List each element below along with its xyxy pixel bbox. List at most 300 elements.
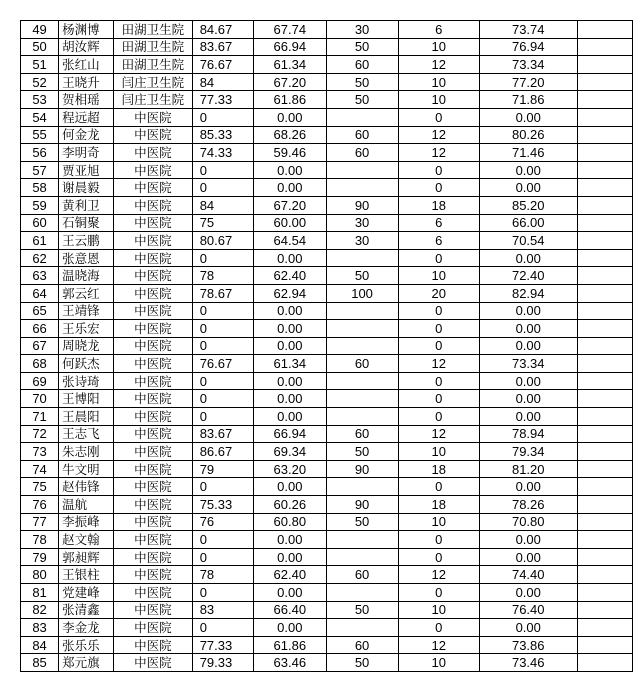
table-row <box>21 548 633 566</box>
total-score-cell: 76.94 <box>479 38 577 56</box>
unit-cell: 中医院 <box>113 232 192 250</box>
extra-points-cell: 60 <box>326 355 398 373</box>
table-row <box>21 108 633 126</box>
exam-score-cell: 76.67 <box>192 56 253 74</box>
name-cell: 谢晨毅 <box>59 179 114 197</box>
extra-weighted-cell: 0 <box>398 161 479 179</box>
extra-points-cell <box>326 531 398 549</box>
table-row <box>21 636 633 654</box>
row-number-cell: 67 <box>21 337 59 355</box>
note-cell <box>577 337 632 355</box>
name-cell: 王靖锋 <box>59 302 114 320</box>
extra-points-cell <box>326 408 398 426</box>
exam-score-cell: 0 <box>192 408 253 426</box>
table-row <box>21 496 633 514</box>
weighted-score-cell: 61.34 <box>253 355 326 373</box>
name-cell: 党建峰 <box>59 584 114 602</box>
weighted-score-cell: 68.26 <box>253 126 326 144</box>
total-score-cell: 72.40 <box>479 267 577 285</box>
extra-points-cell <box>326 249 398 267</box>
name-cell: 张清鑫 <box>59 601 114 619</box>
table-row <box>21 584 633 602</box>
extra-points-cell: 90 <box>326 196 398 214</box>
unit-cell: 中医院 <box>113 196 192 214</box>
row-number-cell: 54 <box>21 108 59 126</box>
exam-score-cell: 84 <box>192 73 253 91</box>
note-cell <box>577 161 632 179</box>
unit-cell: 中医院 <box>113 496 192 514</box>
table-row <box>21 372 633 390</box>
exam-score-cell: 76.67 <box>192 355 253 373</box>
table-row <box>21 320 633 338</box>
note-cell <box>577 267 632 285</box>
note-cell <box>577 566 632 584</box>
note-cell <box>577 214 632 232</box>
row-number-cell: 60 <box>21 214 59 232</box>
extra-points-cell: 50 <box>326 513 398 531</box>
row-number-cell: 84 <box>21 636 59 654</box>
total-score-cell: 70.80 <box>479 513 577 531</box>
weighted-score-cell: 60.00 <box>253 214 326 232</box>
unit-cell: 中医院 <box>113 302 192 320</box>
extra-weighted-cell: 0 <box>398 548 479 566</box>
note-cell <box>577 443 632 461</box>
table-row <box>21 619 633 637</box>
note-cell <box>577 126 632 144</box>
row-number-cell: 53 <box>21 91 59 109</box>
table-row <box>21 214 633 232</box>
extra-weighted-cell: 10 <box>398 73 479 91</box>
extra-points-cell <box>326 390 398 408</box>
table-row <box>21 73 633 91</box>
name-cell: 王晓升 <box>59 73 114 91</box>
unit-cell: 闫庄卫生院 <box>113 91 192 109</box>
extra-points-cell: 50 <box>326 654 398 672</box>
unit-cell: 中医院 <box>113 619 192 637</box>
extra-points-cell <box>326 179 398 197</box>
exam-score-cell: 83.67 <box>192 425 253 443</box>
weighted-score-cell: 0.00 <box>253 179 326 197</box>
exam-score-cell: 78.67 <box>192 284 253 302</box>
name-cell: 王乐宏 <box>59 320 114 338</box>
row-number-cell: 56 <box>21 144 59 162</box>
exam-score-cell: 0 <box>192 584 253 602</box>
note-cell <box>577 619 632 637</box>
row-number-cell: 65 <box>21 302 59 320</box>
exam-score-cell: 0 <box>192 390 253 408</box>
extra-points-cell: 60 <box>326 144 398 162</box>
extra-points-cell <box>326 320 398 338</box>
table-row <box>21 390 633 408</box>
extra-weighted-cell: 6 <box>398 21 479 39</box>
row-number-cell: 78 <box>21 531 59 549</box>
extra-points-cell: 50 <box>326 267 398 285</box>
table-row <box>21 443 633 461</box>
table-row <box>21 249 633 267</box>
row-number-cell: 51 <box>21 56 59 74</box>
extra-points-cell <box>326 337 398 355</box>
table-row <box>21 284 633 302</box>
row-number-cell: 50 <box>21 38 59 56</box>
name-cell: 石铜聚 <box>59 214 114 232</box>
total-score-cell: 73.86 <box>479 636 577 654</box>
unit-cell: 中医院 <box>113 566 192 584</box>
exam-score-cell: 77.33 <box>192 91 253 109</box>
extra-weighted-cell: 0 <box>398 531 479 549</box>
total-score-cell: 71.86 <box>479 91 577 109</box>
table-body <box>21 21 633 672</box>
exam-score-cell: 0 <box>192 161 253 179</box>
row-number-cell: 79 <box>21 548 59 566</box>
extra-weighted-cell: 10 <box>398 91 479 109</box>
total-score-cell: 74.40 <box>479 566 577 584</box>
weighted-score-cell: 66.94 <box>253 425 326 443</box>
table-row <box>21 38 633 56</box>
exam-score-cell: 78 <box>192 267 253 285</box>
name-cell: 周晓龙 <box>59 337 114 355</box>
weighted-score-cell: 69.34 <box>253 443 326 461</box>
table-row <box>21 232 633 250</box>
extra-points-cell: 90 <box>326 460 398 478</box>
note-cell <box>577 302 632 320</box>
table-row <box>21 91 633 109</box>
extra-points-cell: 50 <box>326 38 398 56</box>
name-cell: 温晓海 <box>59 267 114 285</box>
table-row <box>21 478 633 496</box>
table-row <box>21 56 633 74</box>
total-score-cell: 0.00 <box>479 302 577 320</box>
unit-cell: 中医院 <box>113 478 192 496</box>
unit-cell: 中医院 <box>113 249 192 267</box>
total-score-cell: 78.94 <box>479 425 577 443</box>
unit-cell: 中医院 <box>113 425 192 443</box>
table-row <box>21 267 633 285</box>
note-cell <box>577 284 632 302</box>
unit-cell: 中医院 <box>113 584 192 602</box>
exam-score-cell: 0 <box>192 249 253 267</box>
extra-weighted-cell: 0 <box>398 249 479 267</box>
extra-points-cell: 100 <box>326 284 398 302</box>
extra-weighted-cell: 0 <box>398 302 479 320</box>
total-score-cell: 71.46 <box>479 144 577 162</box>
unit-cell: 田湖卫生院 <box>113 38 192 56</box>
weighted-score-cell: 60.80 <box>253 513 326 531</box>
exam-score-cell: 0 <box>192 372 253 390</box>
weighted-score-cell: 0.00 <box>253 408 326 426</box>
exam-score-cell: 84.67 <box>192 21 253 39</box>
name-cell: 李金龙 <box>59 619 114 637</box>
row-number-cell: 49 <box>21 21 59 39</box>
row-number-cell: 55 <box>21 126 59 144</box>
weighted-score-cell: 0.00 <box>253 531 326 549</box>
table-row <box>21 196 633 214</box>
row-number-cell: 71 <box>21 408 59 426</box>
row-number-cell: 52 <box>21 73 59 91</box>
name-cell: 黄利卫 <box>59 196 114 214</box>
total-score-cell: 0.00 <box>479 108 577 126</box>
total-score-cell: 73.34 <box>479 56 577 74</box>
extra-points-cell <box>326 548 398 566</box>
row-number-cell: 77 <box>21 513 59 531</box>
name-cell: 牛文明 <box>59 460 114 478</box>
total-score-cell: 0.00 <box>479 179 577 197</box>
extra-weighted-cell: 12 <box>398 355 479 373</box>
row-number-cell: 70 <box>21 390 59 408</box>
extra-points-cell <box>326 584 398 602</box>
table-row <box>21 161 633 179</box>
note-cell <box>577 196 632 214</box>
extra-weighted-cell: 10 <box>398 654 479 672</box>
extra-points-cell <box>326 161 398 179</box>
name-cell: 郑元旗 <box>59 654 114 672</box>
name-cell: 王云鹏 <box>59 232 114 250</box>
weighted-score-cell: 0.00 <box>253 390 326 408</box>
total-score-cell: 0.00 <box>479 408 577 426</box>
table-row <box>21 460 633 478</box>
total-score-cell: 73.34 <box>479 355 577 373</box>
exam-score-cell: 0 <box>192 179 253 197</box>
row-number-cell: 59 <box>21 196 59 214</box>
extra-weighted-cell: 10 <box>398 443 479 461</box>
unit-cell: 中医院 <box>113 179 192 197</box>
extra-weighted-cell: 6 <box>398 232 479 250</box>
weighted-score-cell: 61.86 <box>253 636 326 654</box>
exam-score-cell: 0 <box>192 108 253 126</box>
weighted-score-cell: 67.74 <box>253 21 326 39</box>
note-cell <box>577 636 632 654</box>
row-number-cell: 66 <box>21 320 59 338</box>
exam-score-cell: 83.67 <box>192 38 253 56</box>
name-cell: 王银柱 <box>59 566 114 584</box>
row-number-cell: 72 <box>21 425 59 443</box>
weighted-score-cell: 0.00 <box>253 337 326 355</box>
note-cell <box>577 654 632 672</box>
extra-weighted-cell: 0 <box>398 584 479 602</box>
name-cell: 王博阳 <box>59 390 114 408</box>
name-cell: 何金龙 <box>59 126 114 144</box>
extra-points-cell: 50 <box>326 443 398 461</box>
weighted-score-cell: 0.00 <box>253 302 326 320</box>
extra-points-cell: 60 <box>326 56 398 74</box>
unit-cell: 中医院 <box>113 284 192 302</box>
name-cell: 张红山 <box>59 56 114 74</box>
total-score-cell: 70.54 <box>479 232 577 250</box>
name-cell: 贺相瑶 <box>59 91 114 109</box>
note-cell <box>577 320 632 338</box>
exam-score-cell: 0 <box>192 548 253 566</box>
name-cell: 何跃杰 <box>59 355 114 373</box>
name-cell: 贾亚旭 <box>59 161 114 179</box>
note-cell <box>577 73 632 91</box>
note-cell <box>577 390 632 408</box>
extra-weighted-cell: 12 <box>398 126 479 144</box>
weighted-score-cell: 0.00 <box>253 108 326 126</box>
weighted-score-cell: 61.86 <box>253 91 326 109</box>
row-number-cell: 75 <box>21 478 59 496</box>
note-cell <box>577 601 632 619</box>
total-score-cell: 0.00 <box>479 161 577 179</box>
unit-cell: 中医院 <box>113 513 192 531</box>
name-cell: 朱志刚 <box>59 443 114 461</box>
weighted-score-cell: 60.26 <box>253 496 326 514</box>
note-cell <box>577 478 632 496</box>
name-cell: 杨渊博 <box>59 21 114 39</box>
total-score-cell: 0.00 <box>479 337 577 355</box>
name-cell: 赵文翰 <box>59 531 114 549</box>
extra-points-cell <box>326 372 398 390</box>
note-cell <box>577 584 632 602</box>
weighted-score-cell: 62.40 <box>253 566 326 584</box>
table-row <box>21 302 633 320</box>
unit-cell: 中医院 <box>113 408 192 426</box>
row-number-cell: 68 <box>21 355 59 373</box>
weighted-score-cell: 66.94 <box>253 38 326 56</box>
name-cell: 胡汝辉 <box>59 38 114 56</box>
total-score-cell: 85.20 <box>479 196 577 214</box>
table-row <box>21 408 633 426</box>
extra-points-cell: 50 <box>326 601 398 619</box>
row-number-cell: 81 <box>21 584 59 602</box>
name-cell: 程远超 <box>59 108 114 126</box>
table-row <box>21 21 633 39</box>
note-cell <box>577 531 632 549</box>
exam-score-cell: 85.33 <box>192 126 253 144</box>
total-score-cell: 0.00 <box>479 531 577 549</box>
extra-weighted-cell: 0 <box>398 179 479 197</box>
name-cell: 郭昶辉 <box>59 548 114 566</box>
table-row <box>21 126 633 144</box>
exam-score-cell: 80.67 <box>192 232 253 250</box>
row-number-cell: 64 <box>21 284 59 302</box>
weighted-score-cell: 0.00 <box>253 161 326 179</box>
note-cell <box>577 460 632 478</box>
unit-cell: 中医院 <box>113 548 192 566</box>
table-row <box>21 355 633 373</box>
weighted-score-cell: 63.20 <box>253 460 326 478</box>
unit-cell: 中医院 <box>113 355 192 373</box>
table-row <box>21 337 633 355</box>
extra-points-cell: 30 <box>326 21 398 39</box>
total-score-cell: 78.26 <box>479 496 577 514</box>
name-cell: 温航 <box>59 496 114 514</box>
extra-weighted-cell: 12 <box>398 56 479 74</box>
extra-weighted-cell: 10 <box>398 267 479 285</box>
weighted-score-cell: 0.00 <box>253 249 326 267</box>
row-number-cell: 80 <box>21 566 59 584</box>
total-score-cell: 0.00 <box>479 548 577 566</box>
note-cell <box>577 108 632 126</box>
weighted-score-cell: 62.40 <box>253 267 326 285</box>
name-cell: 张意恩 <box>59 249 114 267</box>
exam-score-cell: 75.33 <box>192 496 253 514</box>
table-row <box>21 179 633 197</box>
score-table <box>20 20 633 672</box>
weighted-score-cell: 0.00 <box>253 548 326 566</box>
total-score-cell: 0.00 <box>479 584 577 602</box>
exam-score-cell: 83 <box>192 601 253 619</box>
extra-weighted-cell: 20 <box>398 284 479 302</box>
exam-score-cell: 0 <box>192 478 253 496</box>
table-row <box>21 531 633 549</box>
extra-weighted-cell: 0 <box>398 337 479 355</box>
table-row <box>21 654 633 672</box>
row-number-cell: 74 <box>21 460 59 478</box>
table-row <box>21 513 633 531</box>
row-number-cell: 63 <box>21 267 59 285</box>
extra-weighted-cell: 12 <box>398 144 479 162</box>
unit-cell: 中医院 <box>113 390 192 408</box>
row-number-cell: 85 <box>21 654 59 672</box>
extra-weighted-cell: 18 <box>398 196 479 214</box>
total-score-cell: 80.26 <box>479 126 577 144</box>
name-cell: 赵伟锋 <box>59 478 114 496</box>
weighted-score-cell: 0.00 <box>253 584 326 602</box>
weighted-score-cell: 63.46 <box>253 654 326 672</box>
total-score-cell: 0.00 <box>479 478 577 496</box>
weighted-score-cell: 0.00 <box>253 478 326 496</box>
extra-points-cell <box>326 478 398 496</box>
note-cell <box>577 38 632 56</box>
extra-weighted-cell: 0 <box>398 408 479 426</box>
unit-cell: 中医院 <box>113 636 192 654</box>
weighted-score-cell: 62.94 <box>253 284 326 302</box>
name-cell: 李明奇 <box>59 144 114 162</box>
extra-weighted-cell: 10 <box>398 601 479 619</box>
note-cell <box>577 548 632 566</box>
unit-cell: 中医院 <box>113 372 192 390</box>
extra-weighted-cell: 12 <box>398 425 479 443</box>
weighted-score-cell: 67.20 <box>253 196 326 214</box>
unit-cell: 中医院 <box>113 460 192 478</box>
exam-score-cell: 84 <box>192 196 253 214</box>
total-score-cell: 82.94 <box>479 284 577 302</box>
note-cell <box>577 249 632 267</box>
unit-cell: 田湖卫生院 <box>113 21 192 39</box>
weighted-score-cell: 59.46 <box>253 144 326 162</box>
exam-score-cell: 77.33 <box>192 636 253 654</box>
extra-weighted-cell: 0 <box>398 478 479 496</box>
note-cell <box>577 408 632 426</box>
extra-weighted-cell: 0 <box>398 372 479 390</box>
weighted-score-cell: 67.20 <box>253 73 326 91</box>
extra-points-cell: 30 <box>326 214 398 232</box>
extra-points-cell <box>326 302 398 320</box>
weighted-score-cell: 64.54 <box>253 232 326 250</box>
note-cell <box>577 232 632 250</box>
extra-weighted-cell: 10 <box>398 38 479 56</box>
name-cell: 郭云红 <box>59 284 114 302</box>
total-score-cell: 0.00 <box>479 249 577 267</box>
unit-cell: 中医院 <box>113 161 192 179</box>
row-number-cell: 76 <box>21 496 59 514</box>
exam-score-cell: 0 <box>192 619 253 637</box>
extra-weighted-cell: 12 <box>398 566 479 584</box>
unit-cell: 中医院 <box>113 531 192 549</box>
table-row <box>21 425 633 443</box>
weighted-score-cell: 0.00 <box>253 619 326 637</box>
extra-weighted-cell: 0 <box>398 108 479 126</box>
weighted-score-cell: 0.00 <box>253 320 326 338</box>
total-score-cell: 81.20 <box>479 460 577 478</box>
row-number-cell: 83 <box>21 619 59 637</box>
weighted-score-cell: 61.34 <box>253 56 326 74</box>
note-cell <box>577 56 632 74</box>
exam-score-cell: 78 <box>192 566 253 584</box>
extra-points-cell: 30 <box>326 232 398 250</box>
unit-cell: 中医院 <box>113 443 192 461</box>
unit-cell: 田湖卫生院 <box>113 56 192 74</box>
extra-weighted-cell: 6 <box>398 214 479 232</box>
